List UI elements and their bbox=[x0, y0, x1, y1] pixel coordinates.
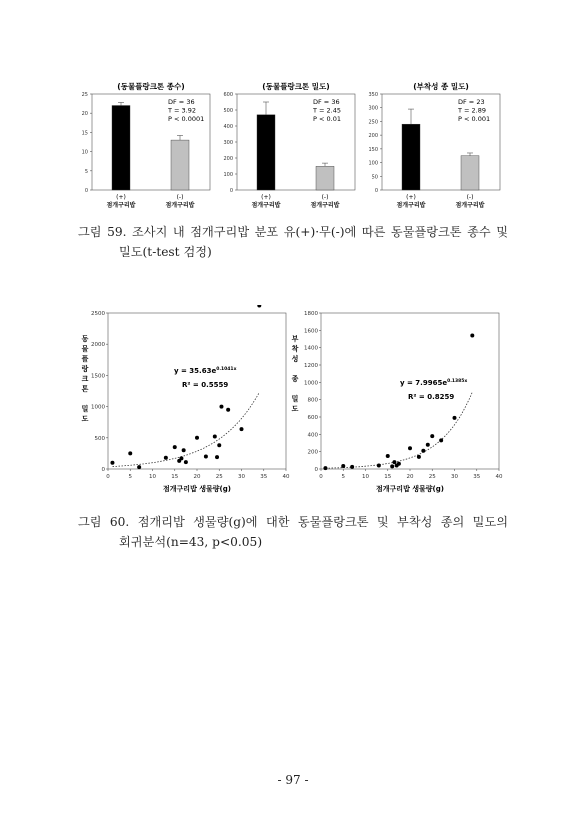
data-point bbox=[182, 448, 186, 452]
x-tick-label: 5 bbox=[128, 474, 132, 480]
y-tick-label: 50 bbox=[371, 174, 378, 181]
stats-label: P < 0.001 bbox=[458, 115, 491, 123]
y-tick-label: 200 bbox=[368, 133, 378, 140]
y-tick-label: 150 bbox=[368, 146, 378, 153]
data-point bbox=[341, 464, 345, 468]
data-point bbox=[219, 405, 223, 409]
x-tick-label: 20 bbox=[193, 474, 201, 480]
data-point bbox=[195, 436, 199, 440]
x-axis-label: 점개구리밥 생물량(g) bbox=[163, 485, 231, 493]
y-tick-label: 0 bbox=[374, 188, 378, 194]
y-tick-label: 15 bbox=[81, 130, 88, 137]
y-tick-label: 300 bbox=[368, 105, 378, 112]
data-point bbox=[439, 438, 443, 442]
stats-label: T = 2.89 bbox=[458, 106, 487, 115]
x-axis-label: 점개구리밥 생물량(g) bbox=[376, 485, 444, 493]
y-tick-label: 350 bbox=[368, 92, 378, 98]
x-tick-label: 15 bbox=[171, 474, 179, 480]
data-point bbox=[215, 455, 219, 459]
y-tick-label: 1400 bbox=[304, 345, 318, 352]
y-tick-label: 200 bbox=[307, 449, 318, 456]
y-axis-label: 동 물 플 랑 크 톤 밀 도 bbox=[81, 335, 89, 423]
category-sublabel: 점개구리밥 bbox=[396, 202, 426, 209]
figure-60-caption-line2: 회귀분석(n=43, p<0.05) bbox=[119, 535, 263, 549]
y-tick-label: 10 bbox=[81, 149, 88, 156]
y-tick-label: 25 bbox=[81, 92, 88, 98]
data-point bbox=[392, 460, 396, 464]
y-tick-label: 1500 bbox=[91, 373, 105, 380]
data-point bbox=[184, 460, 188, 464]
y-tick-label: 1800 bbox=[304, 311, 318, 317]
y-tick-label: 400 bbox=[307, 432, 318, 439]
y-tick-label: 2000 bbox=[91, 342, 105, 349]
regression-equation: $y = 7.9965e^{0.1385x}$ bbox=[400, 379, 468, 387]
r-squared: R² = 0.5559 bbox=[182, 381, 229, 389]
category-sublabel: 점개구리밥 bbox=[251, 202, 281, 209]
data-point bbox=[377, 464, 381, 468]
x-tick-label: 40 bbox=[495, 474, 503, 480]
x-tick-label: 40 bbox=[282, 474, 290, 480]
bar bbox=[171, 140, 189, 190]
x-tick-label: 0 bbox=[319, 474, 323, 480]
data-point bbox=[323, 466, 327, 470]
x-tick-label: 35 bbox=[473, 474, 481, 480]
figure-60-caption bbox=[78, 512, 508, 552]
y-tick-label: 1000 bbox=[91, 404, 105, 411]
data-point bbox=[430, 434, 434, 438]
data-point bbox=[397, 462, 401, 466]
stats-label: DF = 36 bbox=[313, 98, 340, 106]
stats-label: P < 0.01 bbox=[313, 115, 341, 123]
category-label: (-) bbox=[176, 194, 184, 201]
trendline bbox=[113, 392, 260, 466]
data-point bbox=[386, 454, 390, 458]
data-point bbox=[470, 334, 474, 338]
x-tick-label: 25 bbox=[215, 474, 223, 480]
scatter-attached-species-density bbox=[288, 305, 506, 500]
regression-equation: $y = 35.63e^{0.1041x}$ bbox=[174, 367, 237, 375]
y-tick-label: 250 bbox=[368, 119, 378, 126]
data-point bbox=[110, 461, 114, 465]
y-tick-label: 800 bbox=[307, 397, 318, 404]
trendline bbox=[326, 392, 473, 468]
figure-59-caption-line2: 밀도(t-test 검정) bbox=[119, 245, 212, 259]
r-squared: R² = 0.8259 bbox=[408, 393, 455, 401]
data-point bbox=[179, 456, 183, 460]
category-sublabel: 점개구리밥 bbox=[165, 202, 195, 209]
y-tick-label: 500 bbox=[94, 435, 105, 442]
data-point bbox=[226, 408, 230, 412]
x-tick-label: 30 bbox=[451, 474, 458, 480]
y-tick-label: 300 bbox=[223, 140, 233, 146]
x-tick-label: 20 bbox=[406, 474, 414, 480]
data-point bbox=[390, 464, 394, 468]
category-label: (+) bbox=[406, 194, 416, 201]
chart-title: (동물플랑크톤 종수) bbox=[117, 82, 185, 91]
category-label: (-) bbox=[466, 194, 474, 201]
y-tick-label: 20 bbox=[81, 111, 88, 118]
data-point bbox=[350, 465, 354, 469]
bar bbox=[112, 106, 130, 190]
data-point bbox=[128, 451, 132, 455]
bar bbox=[461, 156, 479, 190]
y-tick-label: 600 bbox=[223, 92, 233, 98]
data-point bbox=[421, 449, 425, 453]
x-tick-label: 10 bbox=[149, 474, 156, 480]
scatter-zooplankton-density bbox=[78, 305, 293, 500]
y-tick-label: 0 bbox=[101, 467, 105, 473]
y-tick-label: 1000 bbox=[304, 380, 318, 387]
x-tick-label: 5 bbox=[341, 474, 345, 480]
y-tick-label: 0 bbox=[84, 188, 88, 194]
category-label: (+) bbox=[116, 194, 126, 201]
data-point bbox=[240, 427, 244, 431]
x-tick-label: 15 bbox=[384, 474, 392, 480]
y-tick-label: 600 bbox=[307, 415, 318, 421]
category-label: (-) bbox=[321, 194, 329, 201]
data-point bbox=[164, 456, 168, 460]
y-tick-label: 100 bbox=[368, 160, 378, 167]
y-tick-label: 0 bbox=[314, 467, 318, 473]
bar-chart-zooplankton-density bbox=[215, 80, 365, 220]
category-sublabel: 점개구리밥 bbox=[310, 202, 340, 209]
data-point bbox=[217, 443, 221, 447]
x-tick-label: 25 bbox=[428, 474, 436, 480]
x-tick-label: 0 bbox=[106, 474, 110, 480]
data-point bbox=[257, 305, 261, 308]
x-tick-label: 35 bbox=[260, 474, 268, 480]
chart-title: (부착성 종 밀도) bbox=[413, 82, 469, 91]
y-tick-label: 5 bbox=[84, 168, 88, 175]
y-tick-label: 500 bbox=[223, 108, 233, 114]
bar bbox=[257, 115, 275, 190]
bar-chart-attached-species-density bbox=[360, 80, 510, 220]
figure-59-caption-line1: 그림 59. 조사지 내 점개구리밥 분포 유(+)·무(-)에 따른 동물플랑크톤 종수 및 bbox=[78, 225, 508, 239]
category-label: (+) bbox=[261, 194, 271, 201]
data-point bbox=[417, 455, 421, 459]
data-point bbox=[213, 435, 217, 439]
y-tick-label: 1600 bbox=[304, 328, 318, 335]
x-tick-label: 30 bbox=[238, 474, 245, 480]
y-tick-label: 100 bbox=[223, 172, 233, 178]
chart-title: (동물플랑크톤 밀도) bbox=[262, 82, 330, 91]
stats-label: T = 2.45 bbox=[313, 106, 342, 115]
y-tick-label: 0 bbox=[229, 188, 233, 194]
bar bbox=[316, 166, 334, 190]
data-point bbox=[426, 443, 430, 447]
plot-frame bbox=[108, 313, 286, 469]
stats-label: DF = 23 bbox=[458, 98, 485, 106]
y-tick-label: 2500 bbox=[91, 311, 105, 317]
category-sublabel: 점개구리밥 bbox=[455, 202, 485, 209]
figure-59-caption bbox=[78, 222, 508, 262]
page-number: - 97 - bbox=[277, 773, 309, 787]
y-tick-label: 200 bbox=[223, 156, 233, 162]
stats-label: P < 0.0001 bbox=[168, 115, 205, 123]
stats-label: DF = 36 bbox=[168, 98, 195, 106]
y-axis-label: 부 착 성 종 밀 도 bbox=[291, 335, 299, 413]
y-tick-label: 400 bbox=[223, 124, 233, 130]
y-tick-label: 1200 bbox=[304, 363, 318, 369]
data-point bbox=[137, 465, 141, 469]
data-point bbox=[408, 446, 412, 450]
data-point bbox=[453, 416, 457, 420]
x-tick-label: 10 bbox=[362, 474, 369, 480]
bar-chart-species-count bbox=[70, 80, 220, 220]
data-point bbox=[204, 455, 208, 459]
stats-label: T = 3.92 bbox=[168, 106, 197, 115]
bar bbox=[402, 124, 420, 190]
category-sublabel: 점개구리밥 bbox=[106, 202, 136, 209]
figure-60-caption-line1: 그림 60. 점개리밥 생물량(g)에 대한 동물플랑크톤 및 부착성 종의 밀도의 bbox=[78, 515, 508, 529]
data-point bbox=[173, 445, 177, 449]
